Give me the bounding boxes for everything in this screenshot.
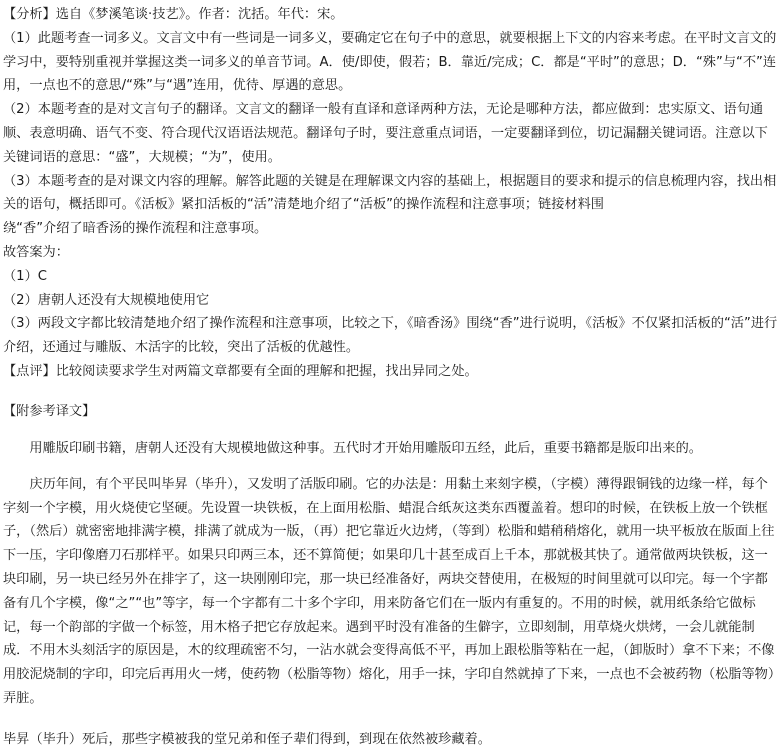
q1-explanation: （1）此题考查一词多义。文言文中有一些词是一词多义，要确定它在句子中的意思，就要根据上下文的内容来考虑。在平时文言文的学习中，要特别重视并掌握这类一词多义的单音节词。A．使/即使，假若；B．靠近/完成；C．都是“平时”的意思；D．“殊”与“不”连用，一点也不的意思/“殊”与“遇”连用，优待、厚遇的意思。: [3, 30, 777, 94]
answer-intro: 故答案为：: [3, 244, 69, 260]
translation-para-1: 用雕版印刷书籍，唐朝人还没有大规模地做这种事。五代时才开始用雕版印五经，此后，重要书籍都是版印出来的。: [29, 441, 702, 456]
translation-para-3: 毕昇（毕升）死后，那些字模被我的堂兄弟和侄子辈们得到，到现在依然被珍藏着。: [3, 732, 491, 747]
translation-para-2: 庆历年间，有个平民叫毕昇（毕升），又发明了活版印刷。它的办法是：用黏土来刻字模，（字模）薄得跟铜钱的边缘一样，每个字刻一个字模，用火烧使它坚硬。先设置一块铁板，在上面用松脂、蜡混合纸灰这类东西覆盖着。想印的时候，在铁板上放一个铁框子，（然后）就密密地排满字模，排满了就成为一版，（再）把它靠近火边烤，（等到）松脂和蜡稍稍熔化，就用一块平板放在版面上往下一压，字印像磨刀石那样平。如果只印两三本，还不算简便；如果印几十甚至成百上千本，那就极其快了。通常做两块铁板，这一块印刷，另一块已经另外在排字了，这一块刚刚印完，那一块已经准备好，两块交替使用，在极短的时间里就可以印完。每一个字都备有几个字模，像“之”“也”等字，每一个字都有二十多个字印，用来防备它们在一版内有重复的。不用的时候，就用纸条给它做标记，每一个韵部的字做一个标签，用木格子把它存放起来。遇到平时没有准备的生僻字，立即刻制，用草烧火烘烤，一会儿就能制成．不用木头刻活字的原因是，木的纹理疏密不匀，一沾水就会变得高低不平，再加上跟松脂等粘在一起，（卸版时）拿不下来；不像用胶泥烧制的字印，印完后再用火一烤，使药物（松脂等物）熔化，用手一抹，字印自然就掉了下来，一点也不会被药物（松脂等物）弄脏。: [3, 476, 775, 706]
answer-1: （1）C: [3, 268, 47, 284]
analysis-section: [3, 3, 778, 384]
comment: 【点评】比较阅读要求学生对两篇文章都要有全面的理解和把握，找出异同之处。: [3, 363, 478, 379]
source-line: 【分析】选自《梦溪笔谈·技艺》。作者：沈括。年代：宋。: [3, 7, 344, 22]
answer-2: （2）唐朝人还没有大规模地使用它: [3, 292, 210, 308]
translation-section: [3, 437, 778, 711]
q2-explanation: （2）本题考查的是对文言句子的翻译。文言文的翻译一般有直译和意译两种方法，无论是哪种方法，都应做到：忠实原文、语句通顺、表意明确、语气不变、符合现代汉语语法规范。翻译句子时，要注意重点词语，一定要翻译到位，切记漏翻关键词语。注意以下关键词语的意思：“盛”，大规模；“为”，使用。: [3, 102, 768, 165]
translation-heading: 【附参考译文】: [3, 404, 96, 419]
answer-3: （3）两段文字都比较清楚地介绍了操作流程和注意事项，比较之下，《暗香汤》围绕“香”进行说明，《活板》不仅紧扣活板的“活”进行介绍，还通过与雕版、木活字的比较，突出了活板的优越性。: [3, 316, 778, 356]
q3-explanation: （3）本题考查的是对课文内容的理解。解答此题的关键是在理解课文内容的基础上，根据题目的要求和提示的信息梳理内容，找出相关的语句，概括即可。《活板》紧扣活板的“活”清楚地介绍了“活板”的操作流程和注意事项；链接材料围: [3, 173, 777, 213]
q3-explanation-cont: 绕“香”介绍了暗香汤的操作流程和注意事项。: [3, 221, 268, 237]
